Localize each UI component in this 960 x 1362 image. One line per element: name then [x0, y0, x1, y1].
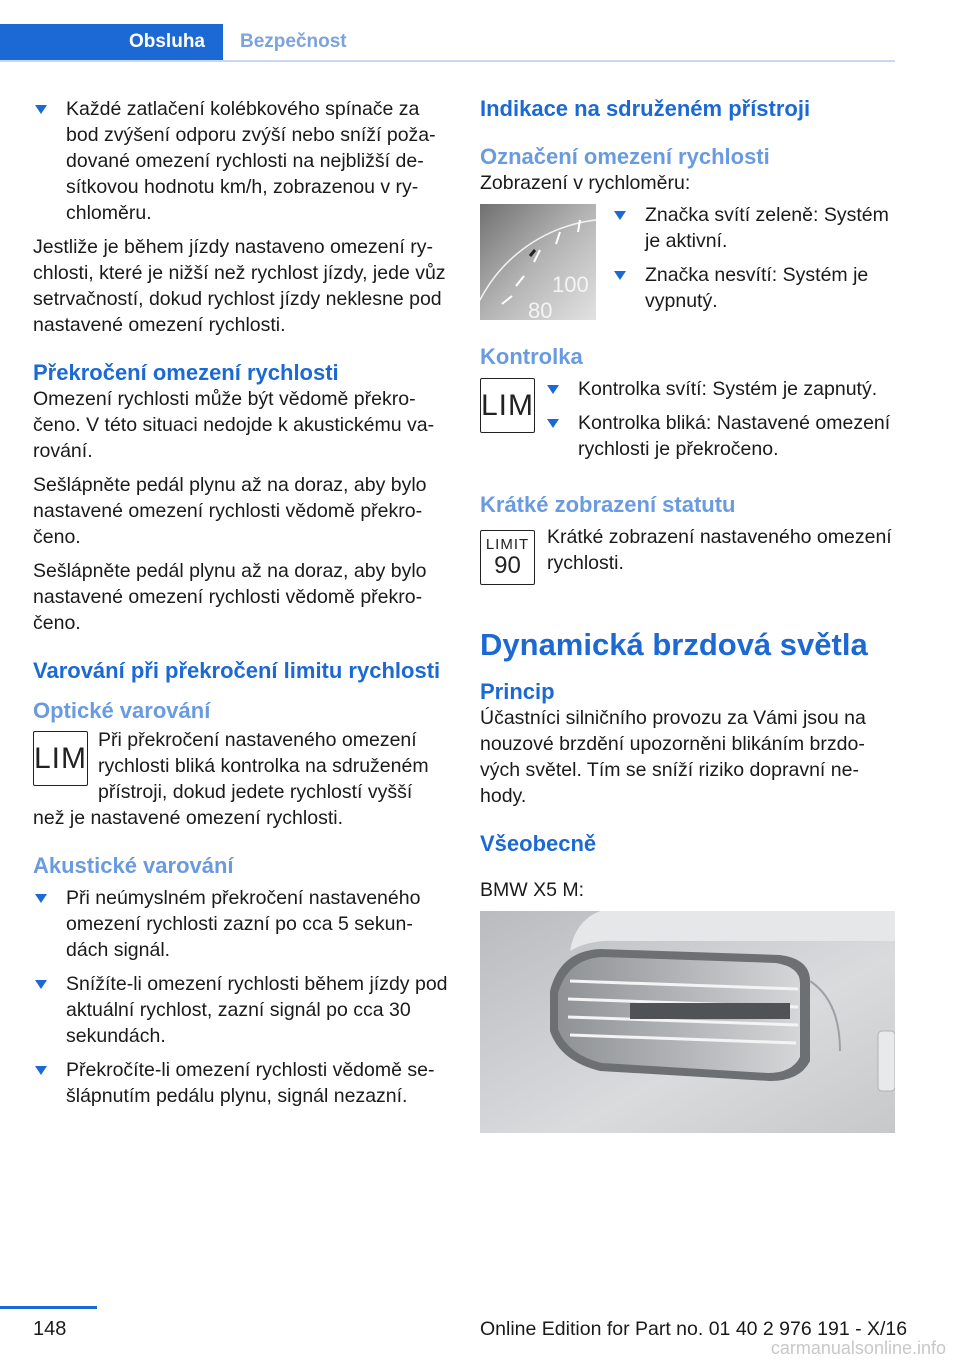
speedometer-image — [480, 204, 596, 320]
list-item: Každé zatlačení kolébkového spínače za bod zvýšení odporu zvýší nebo sníží požadované omezení rychlosti na nejbližší desítkovou hodnotu km/h, zobrazenou v rychloměru. — [33, 96, 448, 226]
header-divider — [0, 60, 895, 62]
chapter-heading: Dynamická brzdová světla — [480, 627, 868, 662]
paragraph: BMW X5 M: — [480, 879, 585, 901]
paragraph: Při překročení nastaveného omezení rychlosti bliká kontrolka na sdruženém přístroji, dokud jedete rychlostí vyšší než je nastavené omezení rychlosti. — [33, 729, 429, 829]
triangle-bullet-icon — [547, 385, 559, 394]
paragraph: Krátké zobrazení nastaveného omezení rychlosti. — [547, 526, 892, 574]
paragraph: Sešlápněte pedál plynu až na doraz, aby bylo nastavené omezení rychlosti vědomě překročeno. — [33, 474, 427, 548]
tick-label: 80 — [528, 298, 553, 320]
list-item: Značka nesvítí: Systém je vypnutý. — [612, 262, 898, 314]
section-heading: Indikace na sdruženém přístroji — [480, 96, 811, 121]
right-column — [480, 96, 898, 1138]
footer-accent-line — [0, 1306, 97, 1309]
header-tabs — [0, 24, 895, 62]
list-item: Překročíte-li omezení rychlosti vědomě sešlápnutím pedálu plynu, signál nezazní. — [33, 1057, 448, 1109]
tab-obsluha[interactable]: Obsluha — [0, 24, 223, 60]
page-number: 148 — [33, 1318, 67, 1340]
triangle-bullet-icon — [614, 211, 626, 220]
watermark: carmanualsonline.info — [770, 1338, 946, 1358]
paragraph: Omezení rychlosti může být vědomě překročeno. V této situaci nedojde k akustickému varování. — [33, 388, 435, 462]
tick-label: 100 — [552, 272, 589, 297]
triangle-bullet-icon — [614, 271, 626, 280]
triangle-bullet-icon — [35, 105, 47, 114]
lim-indicator-icon: LIM — [480, 378, 535, 433]
paragraph: Sešlápněte pedál plynu až na doraz, aby bylo nastavené omezení rychlosti vědomě překročeno. — [33, 560, 427, 634]
edition-info: Online Edition for Part no. 01 40 2 976 191 - X/16 — [480, 1318, 908, 1340]
speedometer-block — [480, 202, 898, 320]
subsection-heading: Akustické varování — [33, 853, 234, 878]
subsection-heading: Označení omezení rychlosti — [480, 144, 770, 169]
triangle-bullet-icon — [35, 894, 47, 903]
tail-light-image — [480, 911, 895, 1133]
list-item: Při neúmyslném překročení nastaveného omezení rychlosti zazní po cca 5 sekundách signál. — [33, 885, 448, 963]
section-heading: Překročení omezení rychlosti — [33, 360, 339, 385]
section-heading: Varování při překročení limitu rychlosti — [33, 658, 441, 683]
triangle-bullet-icon — [547, 419, 559, 428]
triangle-bullet-icon — [35, 1066, 47, 1075]
subsection-heading: Optické varování — [33, 698, 211, 723]
list-item: Značka svítí zeleně: Systém je aktivní. — [612, 202, 898, 254]
status-display-block — [480, 524, 898, 585]
subsection-heading: Krátké zobrazení statutu — [480, 492, 736, 517]
indicator-lamp-block — [480, 376, 898, 462]
section-heading: Princip — [480, 679, 555, 704]
limit-90-icon: LIMIT 90 — [480, 530, 535, 585]
triangle-bullet-icon — [35, 980, 47, 989]
tab-bezpecnost[interactable]: Bezpečnost — [240, 31, 347, 52]
paragraph: Zobrazení v rychloměru: — [480, 172, 691, 194]
lim-indicator-icon: LIM — [33, 731, 88, 786]
left-column — [33, 96, 448, 1109]
list-item: Kontrolka svítí: Systém je zapnutý. — [545, 376, 898, 402]
list-item: Kontrolka bliká: Nastavené omezení rychlosti je překročeno. — [545, 410, 898, 462]
section-heading: Všeobecně — [480, 831, 597, 856]
paragraph: Účastníci silničního provozu za Vámi jsou na nouzové brzdění upozorněni blikáním brzdových světel. Tím se sníží riziko dopravní nehody. — [480, 707, 866, 807]
optical-warning-block — [33, 727, 448, 831]
list-item: Snížíte-li omezení rychlosti během jízdy pod aktuální rychlost, zazní signál po cca 30 sekundách. — [33, 971, 448, 1049]
paragraph: Jestliže je během jízdy nastaveno omezení rychlosti, které je nižší než rychlost jízdy, jede vůz setrvačností, dokud rychlost jízdy neklesne pod nastavené omezení rychlosti. — [33, 236, 446, 336]
subsection-heading: Kontrolka — [480, 344, 583, 369]
